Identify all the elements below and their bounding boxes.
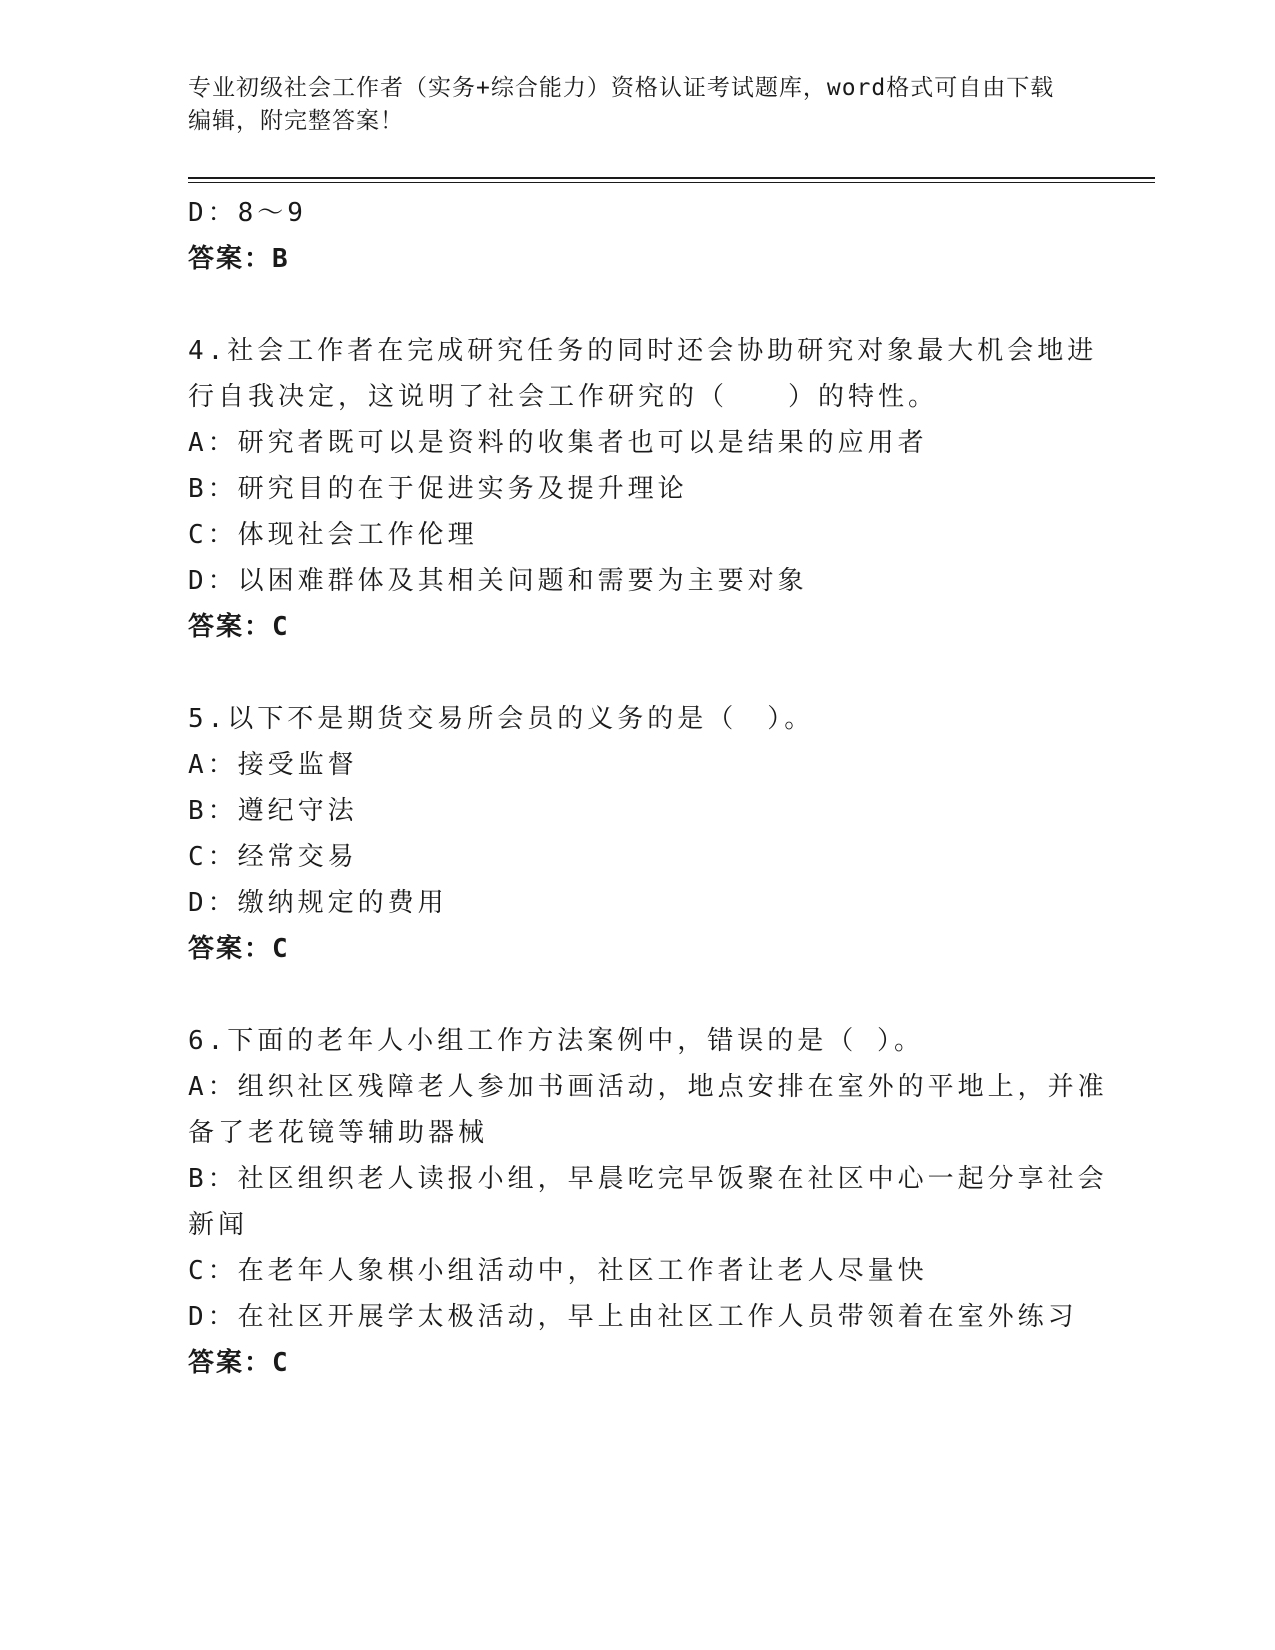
q6-option-b-line-1: B：社区组织老人读报小组，早晨吃完早饭聚在社区中心一起分享社会 <box>188 1164 1108 1194</box>
q5-stem: 5.以下不是期货交易所会员的义务的是（ ）。 <box>188 704 815 734</box>
spacer <box>188 972 1088 1018</box>
q5-option-d: D：缴纳规定的费用 <box>188 888 448 918</box>
spacer <box>188 282 1088 328</box>
spacer <box>188 650 1088 696</box>
prev-answer: 答案：B <box>188 244 290 274</box>
q4-option-d: D：以困难群体及其相关问题和需要为主要对象 <box>188 566 808 596</box>
q4-option-a: A：研究者既可以是资料的收集者也可以是结果的应用者 <box>188 428 928 458</box>
q6-answer: 答案：C <box>188 1348 290 1378</box>
q4-option-c: C：体现社会工作伦理 <box>188 520 478 550</box>
q6-option-a-line-1: A：组织社区残障老人参加书画活动，地点安排在室外的平地上，并准 <box>188 1072 1108 1102</box>
q6-option-d: D：在社区开展学太极活动，早上由社区工作人员带领着在室外练习 <box>188 1302 1078 1332</box>
q6-option-a-line-2: 备了老花镜等辅助器械 <box>188 1118 489 1148</box>
question-5 <box>188 696 1088 972</box>
question-content <box>188 190 1108 1386</box>
q5-option-c: C：经常交易 <box>188 842 358 872</box>
header-divider-thick <box>188 177 1155 179</box>
question-6 <box>188 1018 1108 1386</box>
q4-answer: 答案：C <box>188 612 290 642</box>
header-line-1: 专业初级社会工作者（实务+综合能力）资格认证考试题库，word格式可自由下载 <box>188 75 1055 101</box>
q5-option-a: A：接受监督 <box>188 750 358 780</box>
q6-option-c: C：在老年人象棋小组活动中，社区工作者让老人尽量快 <box>188 1256 928 1286</box>
question-4 <box>188 328 1098 650</box>
header-divider-thin <box>188 182 1155 183</box>
page-header <box>188 72 1088 138</box>
q6-option-b-line-2: 新闻 <box>188 1210 249 1240</box>
q6-stem: 6.下面的老年人小组工作方法案例中，错误的是（ ）。 <box>188 1026 924 1056</box>
q5-option-b: B：遵纪守法 <box>188 796 358 826</box>
q5-answer: 答案：C <box>188 934 290 964</box>
q4-stem-line-2: 行自我决定，这说明了社会工作研究的（ ）的特性。 <box>188 382 939 412</box>
header-line-2: 编辑，附完整答案！ <box>188 108 404 134</box>
q4-option-b: B：研究目的在于促进实务及提升理论 <box>188 474 688 504</box>
prev-option-d: D：8～9 <box>188 198 307 228</box>
q4-stem-line-1: 4.社会工作者在完成研究任务的同时还会协助研究对象最大机会地进 <box>188 336 1098 366</box>
